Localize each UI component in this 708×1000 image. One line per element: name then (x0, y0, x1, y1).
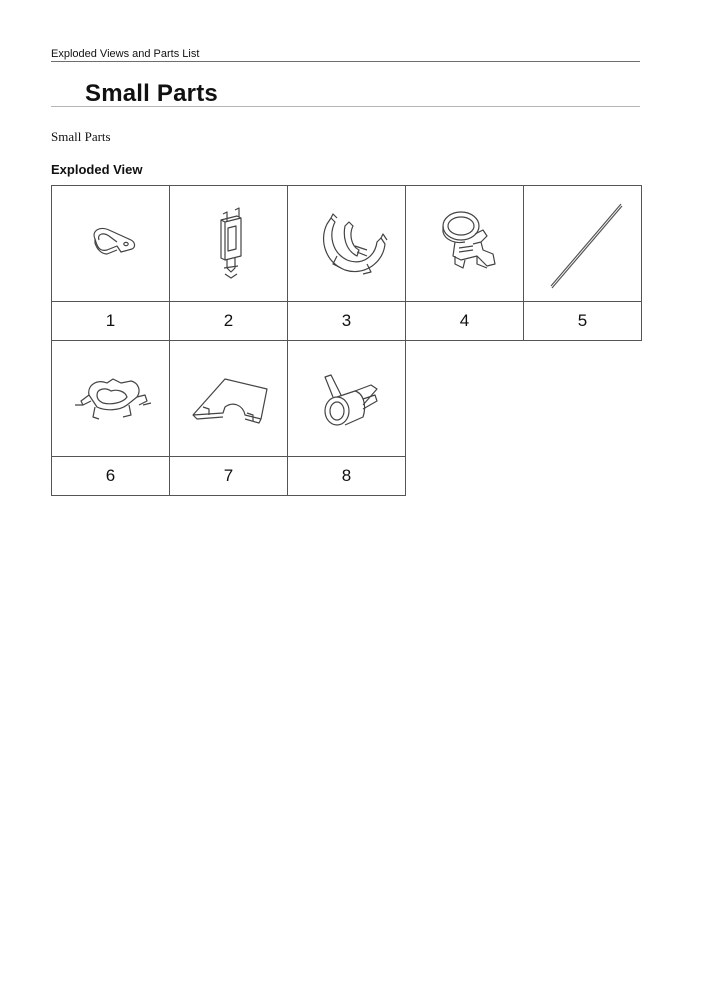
parts-image-row (52, 186, 642, 302)
part-image-cell (288, 186, 406, 302)
part-number: 8 (288, 457, 406, 496)
flat-plate-clip-icon (179, 349, 279, 449)
section-title: Small Parts (85, 80, 218, 107)
part-number: 5 (524, 302, 642, 341)
part-image-cell (406, 186, 524, 302)
cable-clamp-icon (61, 194, 161, 294)
page-header: Exploded Views and Parts List (51, 48, 640, 62)
cable-tie-mount-icon (179, 194, 279, 294)
ring-clamp-icon (415, 194, 515, 294)
empty-cell (406, 341, 524, 457)
part-number: 3 (288, 302, 406, 341)
empty-cell (406, 457, 524, 496)
part-number: 7 (170, 457, 288, 496)
part-image-cell (288, 341, 406, 457)
empty-cell (524, 341, 642, 457)
part-image-cell (52, 186, 170, 302)
part-number: 2 (170, 302, 288, 341)
part-image-cell (170, 341, 288, 457)
part-number: 1 (52, 302, 170, 341)
harness-clip-icon (61, 349, 161, 449)
part-number: 6 (52, 457, 170, 496)
parts-image-row (52, 341, 642, 457)
part-image-cell (524, 186, 642, 302)
parts-table (51, 185, 642, 496)
wing-hose-clamp-icon (297, 349, 397, 449)
parts-number-row (52, 302, 642, 341)
part-image-cell (52, 341, 170, 457)
parts-number-row (52, 457, 642, 496)
intro-text: Small Parts (51, 129, 111, 144)
empty-cell (524, 457, 642, 496)
subsection-title: Exploded View (51, 162, 143, 177)
rod-pin-icon (533, 194, 633, 294)
title-divider (51, 106, 640, 107)
part-image-cell (170, 186, 288, 302)
double-wire-clip-icon (297, 194, 397, 294)
part-number: 4 (406, 302, 524, 341)
